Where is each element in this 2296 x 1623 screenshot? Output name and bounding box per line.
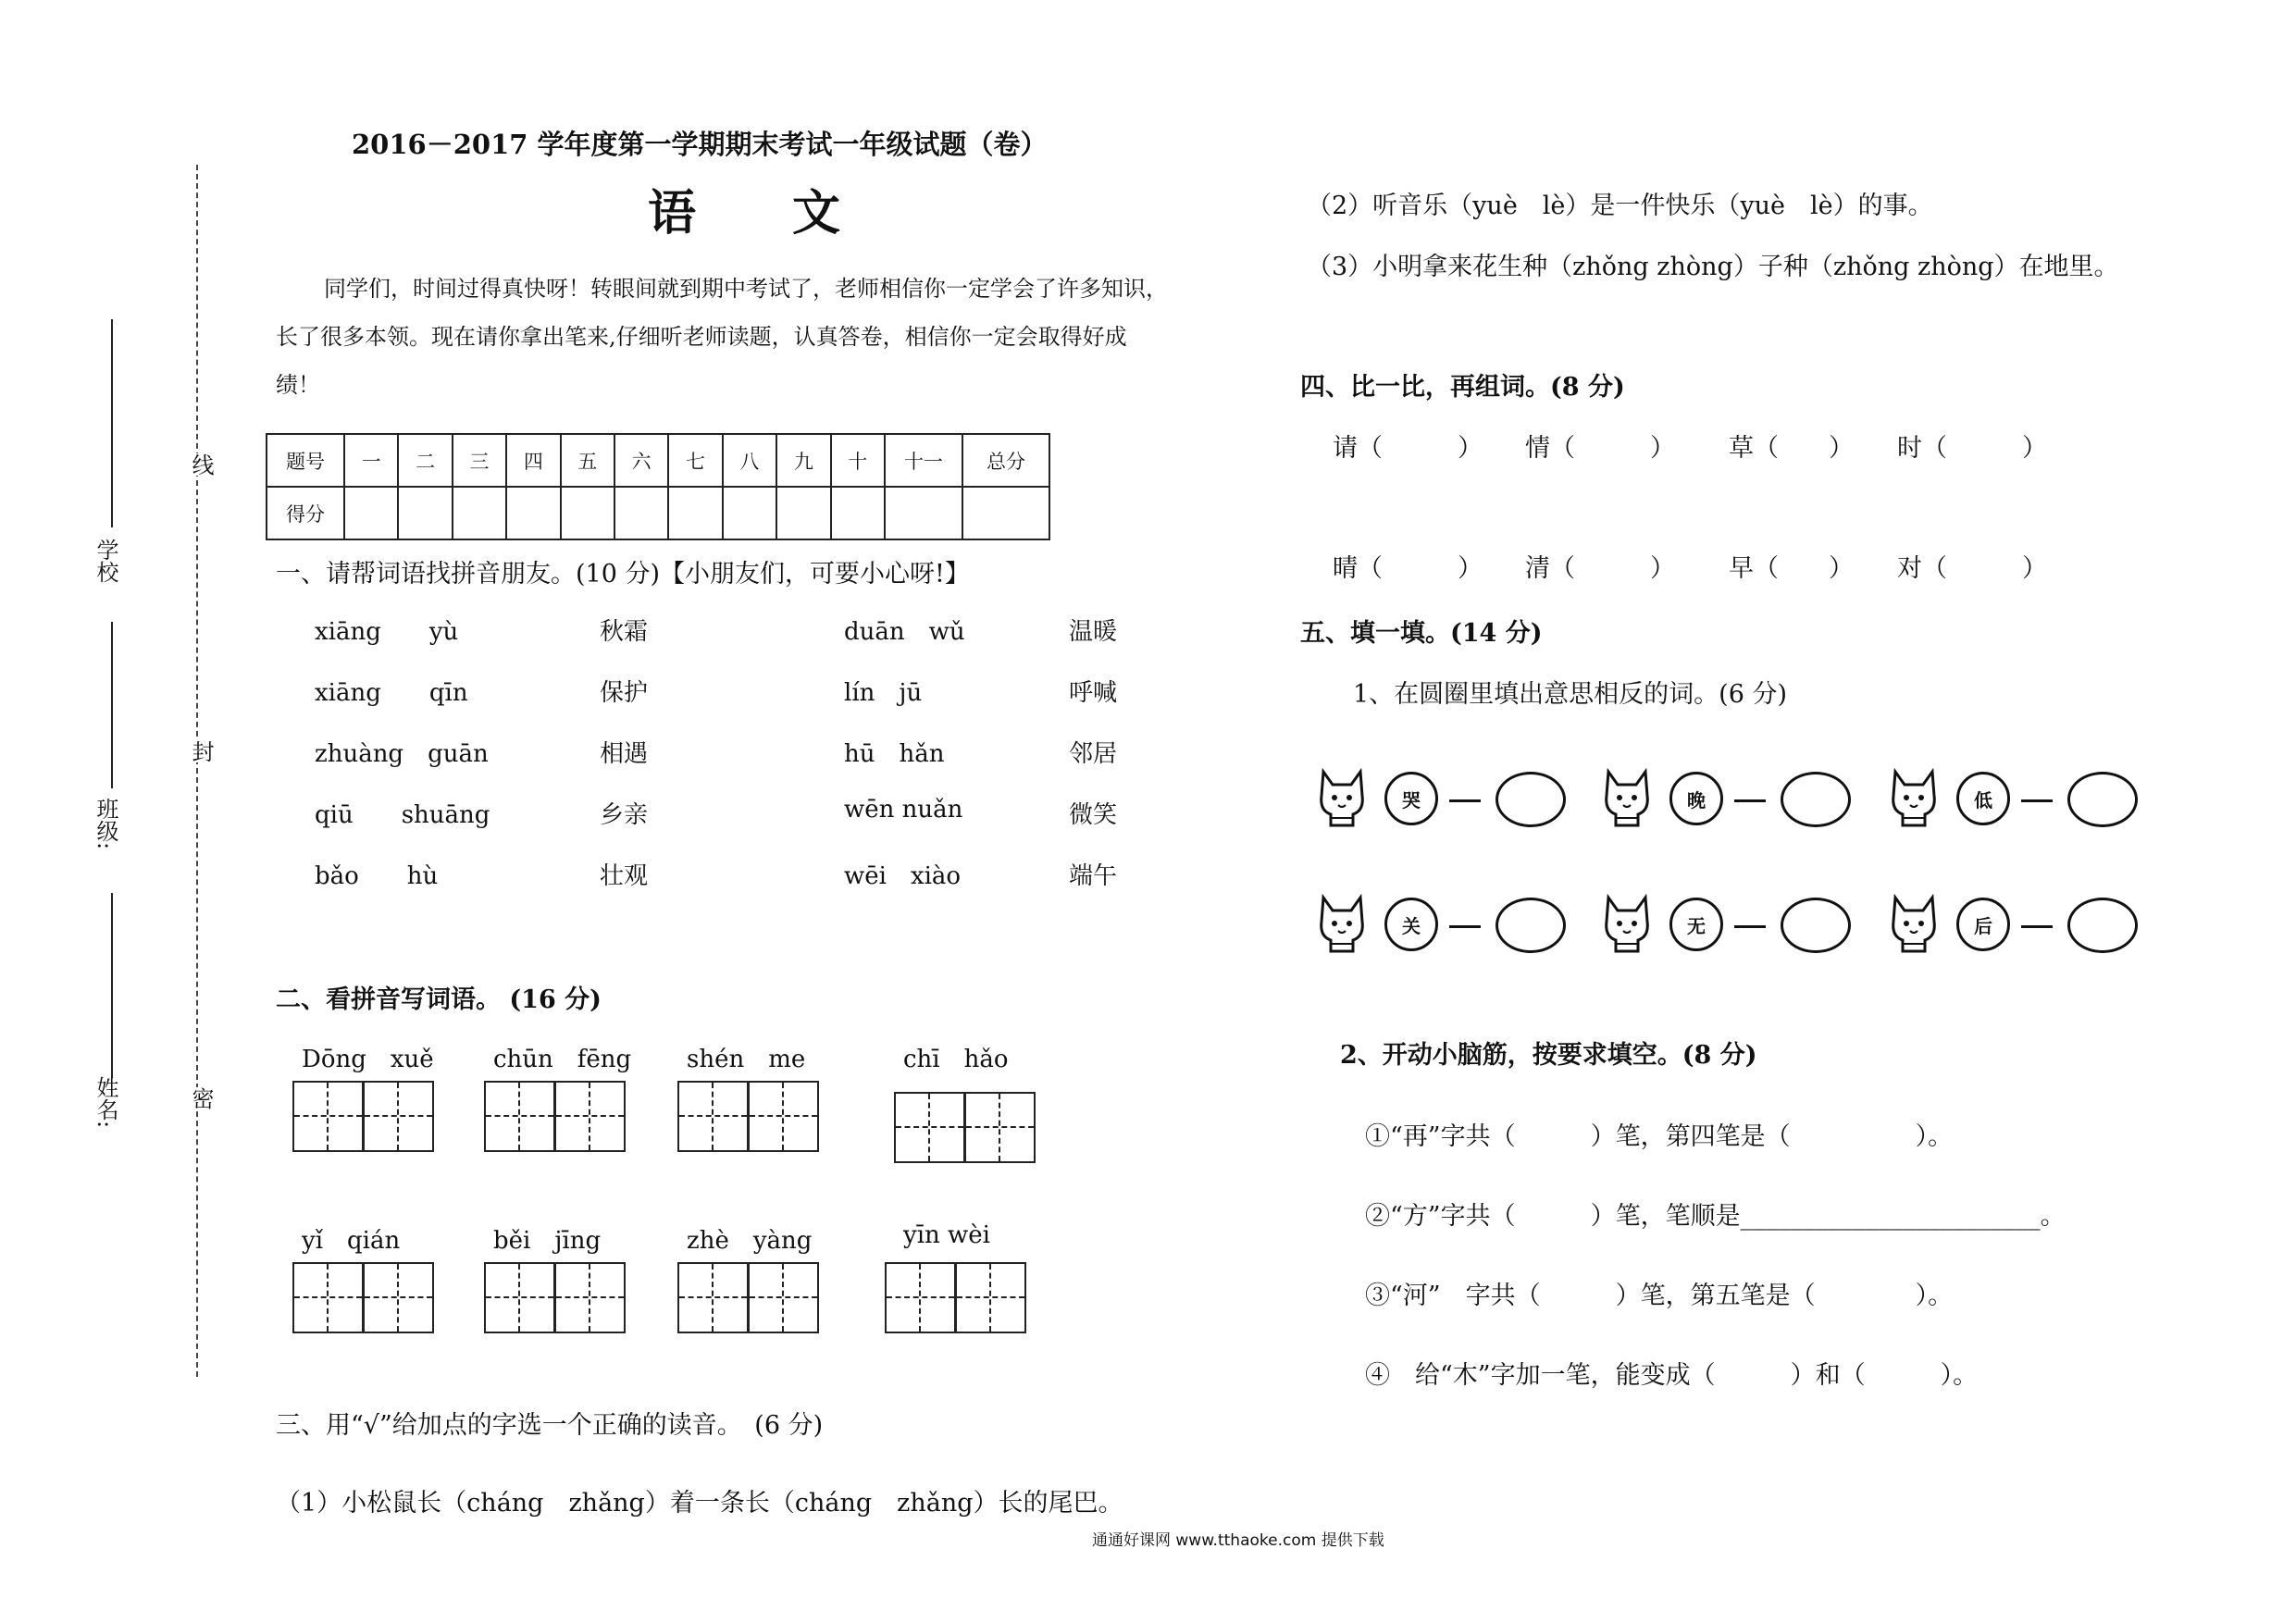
pinyin-option[interactable]: bǎo hù [315,862,439,890]
compare-word-blank[interactable]: 晴（ ） [1333,554,1483,583]
compare-word-blank[interactable]: 请（ ） [1333,434,1483,463]
pinyin-prompt: yǐ qián [302,1227,401,1255]
section4-title: 四、比一比，再组词。(8 分) [1300,373,1625,402]
answer-circle[interactable] [1781,898,1851,953]
pinyin-option[interactable]: xiāng yù [315,618,459,646]
tianzi-cell[interactable] [484,1262,555,1333]
score-row-label: 得分 [267,487,344,539]
pinyin-prompt: Dōng xuě [302,1046,434,1073]
score-header: 五 [561,434,614,487]
word-circle: 晚 [1669,772,1723,825]
section3-item-2: （2）听音乐（yuè lè）是一件快乐（yuè lè）的事。 [1307,192,1933,220]
score-header: 题号 [267,434,344,487]
tianzi-cell[interactable] [955,1262,1026,1333]
answer-circle[interactable] [2067,772,2138,827]
dash-mark [2021,799,2053,802]
seal-mark-xian: 线 [185,453,217,476]
pinyin-option[interactable]: hū hǎn [844,740,945,768]
section5-q3: ③“河” 字共（ ）笔，第五笔是（ ）。 [1365,1282,1954,1310]
tianzi-cell[interactable] [484,1081,555,1152]
tianzi-cell[interactable] [748,1081,819,1152]
intro-line-2: 长了很多本领。现在请你拿出笔来,仔细听老师读题，认真答卷，相信你一定会取得好成 [276,324,1127,350]
compare-word-blank[interactable]: 草（ ） [1729,434,1854,463]
tianzi-cell[interactable] [554,1081,626,1152]
tianzi-cell[interactable] [964,1092,1036,1163]
word-option[interactable]: 乡亲 [600,801,649,829]
score-table [266,433,1050,540]
footer-credit: 通通好课网 www.tthaoke.com 提供下载 [1092,1531,1384,1550]
word-option[interactable]: 温暖 [1069,618,1118,646]
pinyin-option[interactable]: qiū shuāng [315,801,490,829]
score-cell[interactable] [453,487,506,539]
intro-line-3: 绩！ [276,372,320,398]
seal-line [196,165,198,1377]
score-cell[interactable] [962,487,1049,539]
tianzi-cell[interactable] [677,1262,749,1333]
word-circle: 无 [1669,898,1723,951]
cat-icon [1888,894,1940,955]
exam-title: 2016－2017 学年度第一学期期末考试一年级试题（卷） [352,129,1048,160]
score-header: 七 [668,434,722,487]
word-option[interactable]: 微笑 [1069,801,1118,829]
pinyin-prompt: zhè yàng [687,1227,813,1255]
cat-icon [1316,894,1368,955]
pinyin-prompt: chī hǎo [903,1046,1009,1073]
cat-icon [1888,768,1940,829]
cat-icon [1601,768,1653,829]
seal-mark-feng: 封 [185,740,217,762]
tianzi-cell[interactable] [677,1081,749,1152]
score-header: 六 [614,434,668,487]
word-option[interactable]: 呼喊 [1069,679,1118,707]
tianzi-grid[interactable] [484,1081,625,1152]
word-option[interactable]: 邻居 [1069,740,1118,768]
score-cell[interactable] [885,487,962,539]
compare-word-blank[interactable]: 清（ ） [1525,554,1675,583]
word-option[interactable]: 相遇 [600,740,649,768]
pinyin-option[interactable]: duān wǔ [844,618,965,646]
intro-line-1: 同学们，时间过得真快呀！转眼间就到期中考试了，老师相信你一定学会了许多知识， [324,276,1168,302]
cat-icon [1601,894,1653,955]
answer-circle[interactable] [1496,772,1566,827]
pinyin-option[interactable]: wēn nuǎn [844,796,963,824]
section5-q2: ②“方”字共（ ）笔，笔顺是________________________。 [1365,1202,2066,1231]
tianzi-grid[interactable] [894,1092,1035,1163]
dash-mark [1449,925,1481,928]
compare-word-blank[interactable]: 时（ ） [1897,434,2047,463]
pinyin-option[interactable]: zhuàng guān [315,740,489,768]
answer-circle[interactable] [1496,898,1566,953]
score-header: 总分 [962,434,1049,487]
pinyin-option[interactable]: wēi xiào [844,862,962,890]
section5-q4: ④ 给“木”字加一笔，能变成（ ）和（ ）。 [1365,1361,1979,1390]
score-cell[interactable] [344,487,398,539]
tianzi-cell[interactable] [292,1081,364,1152]
word-circle: 后 [1956,898,2010,951]
section5-sub2: 2、开动小脑筋，按要求填空。(8 分) [1340,1041,1757,1070]
score-cell[interactable] [614,487,668,539]
tianzi-cell[interactable] [748,1262,819,1333]
score-cell[interactable] [831,487,885,539]
tianzi-cell[interactable] [363,1262,434,1333]
score-header: 十一 [885,434,962,487]
word-circle: 低 [1956,772,2010,825]
word-option[interactable]: 秋霜 [600,618,649,646]
section2-title: 二、看拼音写词语。 (16 分) [276,985,602,1014]
dash-mark [2021,925,2053,928]
tianzi-grid[interactable] [292,1081,433,1152]
word-circle: 关 [1384,898,1438,951]
compare-word-blank[interactable]: 对（ ） [1897,554,2047,583]
tianzi-grid[interactable] [484,1262,625,1333]
tianzi-grid[interactable] [292,1262,433,1333]
word-option[interactable]: 保护 [600,679,649,707]
score-header: 一 [344,434,398,487]
score-cell[interactable] [561,487,614,539]
tianzi-grid[interactable] [677,1262,818,1333]
seal-mark-mi: 密 [185,1087,217,1109]
name-label: 姓名: [93,1076,118,1129]
word-option[interactable]: 壮观 [600,862,649,890]
score-cell[interactable] [723,487,776,539]
dash-mark [1449,799,1481,802]
tianzi-grid[interactable] [885,1262,1025,1333]
tianzi-grid[interactable] [677,1081,818,1152]
pinyin-prompt: yīn wèi [903,1221,990,1249]
section5-title: 五、填一填。(14 分) [1300,619,1543,648]
tianzi-cell[interactable] [885,1262,956,1333]
dash-mark [1734,925,1766,928]
tianzi-cell[interactable] [554,1262,626,1333]
score-cell[interactable] [776,487,830,539]
section3-item-1: （1）小松鼠长（cháng zhǎng）着一条长（cháng zhǎng）长的尾巴。 [276,1489,1123,1518]
section1-title: 一、请帮词语找拼音朋友。(10 分)【小朋友们，可要小心呀!】 [276,560,970,588]
class-label: 班级: [93,798,118,850]
pinyin-option[interactable]: xiāng qīn [315,679,468,707]
score-cell[interactable] [668,487,722,539]
score-header: 十 [831,434,885,487]
compare-word-blank[interactable]: 早（ ） [1729,554,1854,583]
tianzi-cell[interactable] [292,1262,364,1333]
score-header: 四 [506,434,560,487]
pinyin-prompt: shén me [687,1046,806,1073]
answer-circle[interactable] [2067,898,2138,953]
section3-item-3: （3）小明拿来花生种（zhǒng zhòng）子种（zhǒng zhòng）在地里。 [1307,253,2119,281]
pinyin-prompt: chūn fēng [493,1046,632,1073]
pinyin-prompt: běi jīng [493,1227,602,1255]
pinyin-option[interactable]: lín jū [844,679,923,707]
compare-word-blank[interactable]: 情（ ） [1525,434,1675,463]
score-cell[interactable] [398,487,452,539]
score-header: 八 [723,434,776,487]
school-label: 学校 [93,539,118,583]
score-header: 三 [453,434,506,487]
answer-circle[interactable] [1781,772,1851,827]
score-cell[interactable] [506,487,560,539]
section5-q1: ①“再”字共（ ）笔，第四笔是（ ）。 [1365,1122,1954,1151]
tianzi-cell[interactable] [894,1092,965,1163]
word-option[interactable]: 端午 [1069,862,1118,890]
section5-sub1: 1、在圆圈里填出意思相反的词。(6 分) [1353,680,1788,709]
section3-title: 三、用“√”给加点的字选一个正确的读音。 (6 分) [276,1411,824,1440]
word-circle: 哭 [1384,772,1438,825]
score-header: 九 [776,434,830,487]
cat-icon [1316,768,1368,829]
subject-title: 语 文 [648,185,841,242]
dash-mark [1734,799,1766,802]
score-header: 二 [398,434,452,487]
tianzi-cell[interactable] [363,1081,434,1152]
